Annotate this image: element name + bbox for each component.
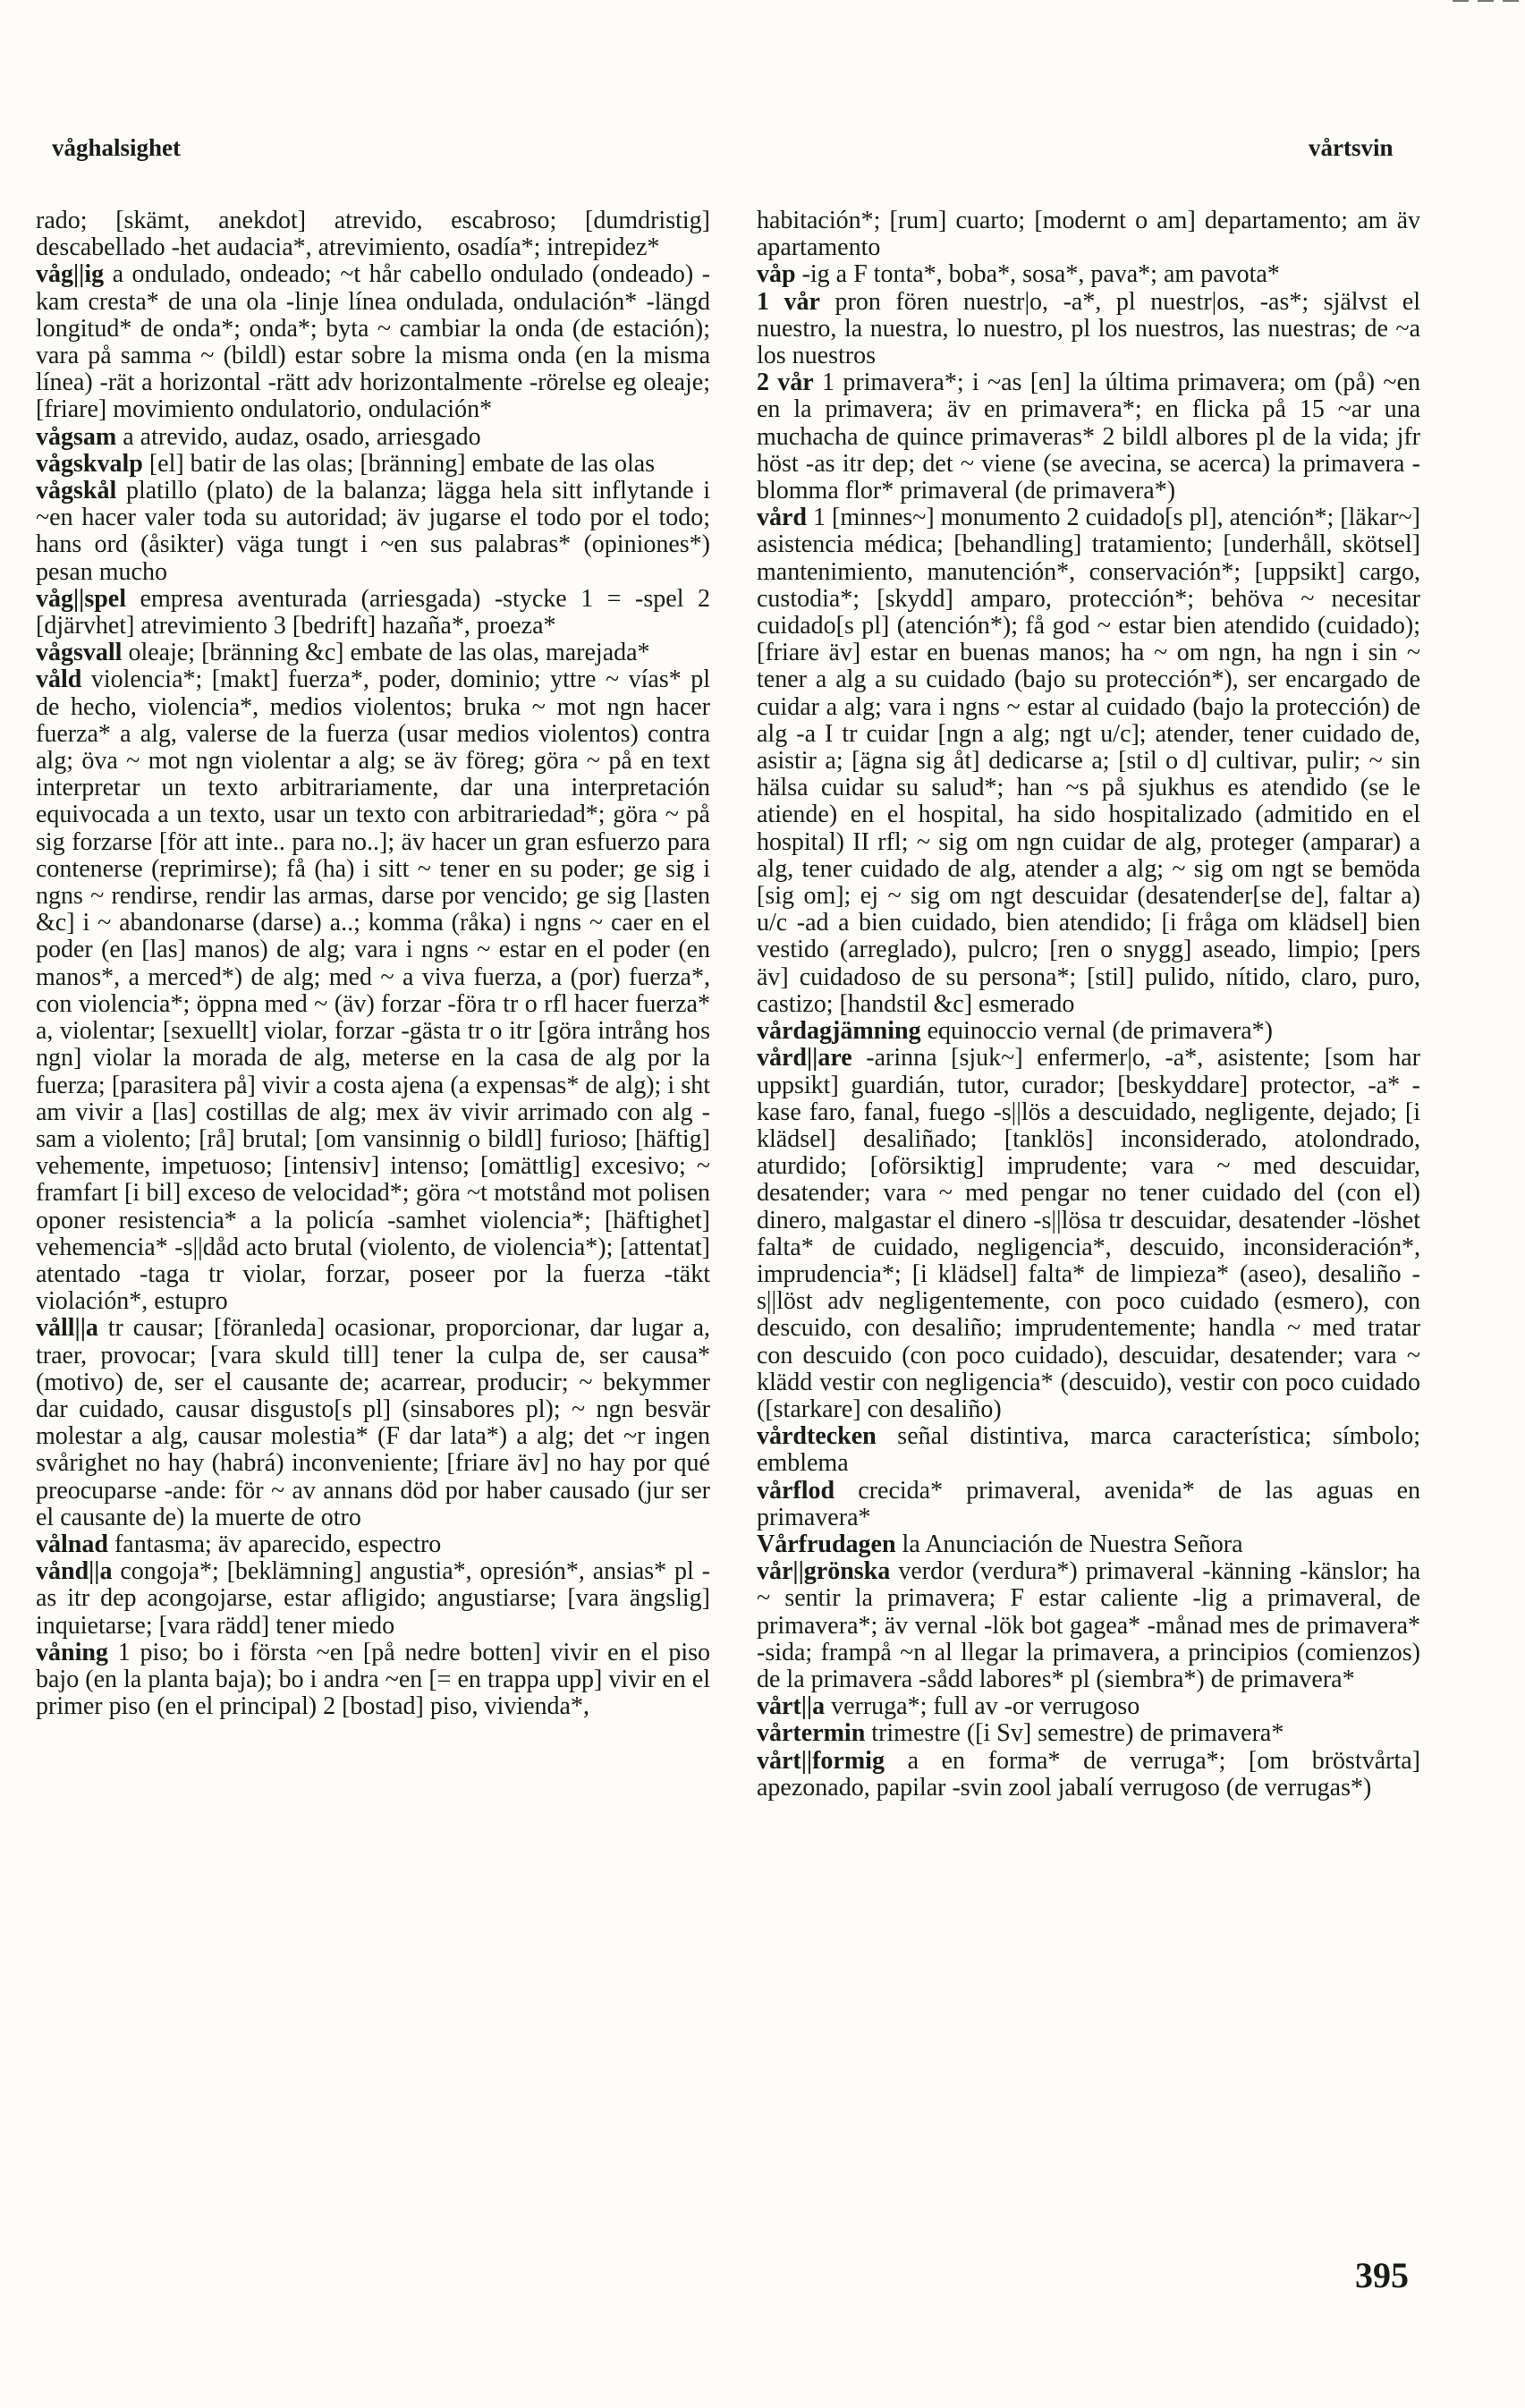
entry <box>757 1531 1420 1558</box>
entry-text: congoja*; [beklämning] angustia*, opresión*, ansias* pl -as itr dep acongojarse, estar afligido; angustiarse; [vara ängslig] inquietarse; [vara rädd] tener miedo <box>36 1557 710 1640</box>
entry <box>757 504 1420 1018</box>
headword: vårdagjämning <box>757 1017 921 1046</box>
headword: vårt||formig <box>757 1746 885 1775</box>
right-column <box>757 208 1420 1802</box>
entry-text: 1 primavera*; i ~as [en] la última primavera; om (på) ~en en la primavera; äv en primavera*; en flicka på 15 ~ar una muchacha de quince primaveras* 2 bildl albores pl de la vida; jfr höst -as itr dep; det ~ viene (se avecina, se acerca) la primavera -blomma flor* primaveral (de primavera*) <box>757 369 1420 505</box>
entry-text: -ig a F tonta*, boba*, sosa*, pava*; am pavota* <box>801 260 1280 289</box>
headword: vår||grönska <box>757 1557 891 1586</box>
entry <box>36 424 710 451</box>
entry <box>757 261 1420 288</box>
entry <box>757 1423 1420 1477</box>
entry-text: la Anunciación de Nuestra Señora <box>902 1530 1243 1558</box>
entry <box>36 478 710 586</box>
entry-text: a ondulado, ondeado; ~t hår cabello ondulado (ondeado) -kam cresta* de una ola -linje línea ondulada, ondulación* -längd longitud* de onda*; onda*; byta ~ cambiar la onda (de estación); vara på samma ~ (bildl) estar sobre la misma onda (en la misma línea) -rät a horizontal -rätt adv horizontalmente -rörelse eg oleaje; [friare] movimiento ondulatorio, ondulación* <box>36 260 711 424</box>
headword: 2 vår <box>757 369 814 397</box>
entry <box>36 586 710 640</box>
entry-text: pron fören nuestr|o, -a*, pl nuestr|os, -as*; självst el nuestro, la nuestra, lo nuestro, pl los nuestros, las nuestras; de ~a los nuestros <box>757 287 1420 370</box>
entry <box>36 666 710 1315</box>
headword: vårdtecken <box>757 1422 877 1451</box>
entry-text: verdor (verdura*) primaveral -känning -känslor; ha ~ sentir la primavera; F estar caliente -lig a primaveral, de primavera*; äv vernal -lök bot gagea* -månad mes de primavera* -sida; frampå ~n al llegar la primavera, a principios (comienzos) de la primavera -sådd labores* pl (siembra*) de primavera* <box>757 1557 1421 1693</box>
entry-text: a en forma* de verruga*; [om bröstvårta] apezonado, papilar -svin zool jabalí verrugoso (de verrugas*) <box>757 1746 1421 1802</box>
headword: våp <box>757 260 796 289</box>
headword: vårt||a <box>757 1692 826 1721</box>
headword: vårtermin <box>757 1719 866 1748</box>
right-guide-word: vårtsvin <box>1309 134 1394 161</box>
entry <box>36 261 710 423</box>
entry-text: 1 piso; bo i första ~en [på nedre botten] vivir en el piso bajo (en la planta baja); bo i andra ~en [= en trappa upp] vivir en el primer piso (en el principal) 2 [bostad] piso, vivienda*, <box>36 1638 711 1721</box>
entry-text: verruga*; full av -or verrugoso <box>831 1692 1140 1721</box>
entry-text: equinoccio vernal (de primavera*) <box>927 1017 1273 1046</box>
entry <box>36 1558 710 1640</box>
entry <box>36 451 710 478</box>
headword: vålnad <box>36 1530 108 1558</box>
entry <box>36 1640 710 1721</box>
top-crop-marks <box>0 0 1525 5</box>
entry <box>757 1720 1420 1747</box>
headword: vårflod <box>757 1476 835 1505</box>
entry-text: habitación*; [rum] cuarto; [modernt o am] departamento; am äv apartamento <box>757 207 1420 262</box>
page-number: 395 <box>1355 2255 1409 2295</box>
entry-text: violencia*; [makt] fuerza*, poder, dominio; yttre ~ vías* pl de hecho, violencia*, medios violentos; bruka ~ mot ngn hacer fuerza* a alg, valerse de la fuerza (usar medios violentos) contra alg; öva ~ mot ngn violentar a alg; se äv föreg; göra ~ på en text interpretar un texto arbitrariamente, dar una interpretación equivocada a un texto, usar un texto con arbitrariedad*; göra ~ på sig forzarse [för att inte.. para no..]; äv hacer un gran esfuerzo para contenerse (reprimirse); få (ha) i sitt ~ tener en su poder; ge sig i ngns ~ rendirse, rendir las armas, darse por vencido; ge sig [lasten &c] i ~ abandonarse (darse) a..; komma (råka) i ngns ~ caer en el poder (en [las] manos) de alg; vara i ngns ~ estar en el poder (en manos*, a merced*) de alg; med ~ a viva fuerza, a (por) fuerza*, con violencia*; öppna med ~ (äv) forzar -föra tr o rfl hacer fuerza* a, violentar; [sexuellt] violar, forzar -gästa tr o itr [göra intrång hos ngn] violar la morada de alg, meterse en la casa de alg por la fuerza; [parasitera på] vivir a costa ajena (a expensas* de alg); i sht am vivir a [las] costillas de alg; mex äv vivir arrimado con alg -sam a violento; [rå] brutal; [om vansinnig o bildl] furioso; [häftig] vehemente, impetuoso; [intensiv] intenso; [omättlig] excesivo; ~ framfart [i bil] exceso de velocidad*; göra ~t motstånd mot polisen oponer resistencia* a la policía -samhet violencia*; [häftighet] vehemencia* -s||dåd acto brutal (violento, de violencia*); [attentat] atentado -taga tr violar, forzar, poseer por la fuerza -täkt violación*, estupro <box>36 666 711 1316</box>
entry <box>757 1045 1420 1423</box>
headword: vård||are <box>757 1044 852 1073</box>
entry <box>757 208 1420 261</box>
headword: vård <box>757 504 807 532</box>
headword: vågsvall <box>36 639 123 667</box>
entry <box>36 640 710 666</box>
headword: 1 vår <box>757 287 820 316</box>
headword: vågskvalp <box>36 449 143 478</box>
headword: våg||ig <box>36 260 105 289</box>
entry <box>757 1018 1420 1045</box>
entry-text: fantasma; äv aparecido, espectro <box>114 1530 442 1558</box>
headword: våld <box>36 666 82 694</box>
left-guide-word: våghalsighet <box>52 134 182 161</box>
entry <box>36 208 710 261</box>
entry <box>757 1693 1420 1720</box>
entry-text: -arinna [sjuk~] enfermer|o, -a*, asistente; [som har uppsikt] guardián, tutor, curador; [beskyddare] protector, -a* -kase faro, fanal, fuego -s||lös a descuidado, negligente, dejado; [i klädsel] desaliñado; [tanklös] inconsiderado, atolondrado, aturdido; [oförsiktig] imprudente; vara ~ med descuidar, desatender; vara ~ med pengar no tener cuidado del (con el) dinero, malgastar el dinero -s||lösa tr descuidar, desatender -löshet falta* de cuidado, negligencia*, descuido, inconsideración*, imprudencia*; [i klädsel] falta* de limpieza* (aseo), desaliño -s||löst adv negligentemente, con poco cuidado (esmero), con descuido, con desaliño; imprudentemente; handla ~ med tratar con descuido (con poco cuidado), descuidar, desatender; vara ~ klädd vestir con negligencia* (descuido), vestir con poco cuidado ([starkare] con desaliño) <box>757 1044 1421 1423</box>
entry <box>757 369 1420 504</box>
entry-text: trimestre ([i Sv] semestre) de primavera* <box>871 1719 1284 1748</box>
headword: våning <box>36 1638 108 1666</box>
headword: vånd||a <box>36 1557 113 1586</box>
entry-text: oleaje; [bränning &c] embate de las olas, marejada* <box>128 639 650 667</box>
headword: våg||spel <box>36 584 127 613</box>
headword: våll||a <box>36 1314 98 1343</box>
entry <box>36 1315 710 1531</box>
headword: Vårfrudagen <box>757 1530 896 1558</box>
entry-text: señal distintiva, marca característica; símbolo; emblema <box>757 1422 1420 1478</box>
entry-text: tr causar; [föranleda] ocasionar, proporcionar, dar lugar a, traer, provocar; [vara skuld till] tener la culpa de, ser causa* (motivo) de, ser el causante de; acarrear, producir; ~ bekymmer dar cuidado, causar disgusto[s pl] (sinsabores pl); ~ ngn besvär molestar a alg, causar molestia* (F dar lata*) a alg; det ~r ingen svårighet no hay (habrá) inconveniente; [friare äv] no hay por qué preocuparse -ande: för ~ av annans död por haber causado (jur ser el causante de) la muerte de otro <box>36 1314 710 1531</box>
entry <box>757 1478 1420 1531</box>
entry-text: platillo (plato) de la balanza; lägga hela sitt inflytande i ~en hacer valer toda su autoridad; äv jugarse el todo por el todo; hans ord (åsikter) väga tungt i ~en sus palabras* (opiniones*) pesan mucho <box>36 477 711 586</box>
entry-text: rado; [skämt, anekdot] atrevido, escabroso; [dumdristig] descabellado -het audacia*, atrevimiento, osadía*; intrepidez* <box>36 207 710 262</box>
left-column <box>36 208 710 1720</box>
entry <box>757 1748 1420 1802</box>
entry-text: crecida* primaveral, avenida* de las aguas en primavera* <box>757 1476 1421 1531</box>
entry <box>757 289 1420 370</box>
entry <box>36 1531 710 1558</box>
entry-text: empresa aventurada (arriesgada) -stycke 1 = -spel 2 [djärvhet] atrevimiento 3 [bedrift] hazaña*, proeza* <box>36 584 710 640</box>
headword: vågsam <box>36 422 117 451</box>
headword: vågskål <box>36 477 117 505</box>
entry-text: a atrevido, audaz, osado, arriesgado <box>123 422 481 451</box>
entry-text: 1 [minnes~] monumento 2 cuidado[s pl], atención*; [läkar~] asistencia médica; [behandling] tratamiento; [underhåll, skötsel] mantenimiento, manutención*, conservación*; [uppsikt] cargo, custodia*; [skydd] amparo, protección*; behöva ~ necesitar cuidado[s pl] (atención*); få god ~ estar bien atendido (cuidado); [friare äv] estar en buenas manos; ha ~ om ngn, ha ngn i sin ~ tener a alg a su cuidado (bajo su protección*), ser encargado de cuidar a alg; vara i ngns ~ estar al cuidado (bajo la protección) de alg -a I tr cuidar [ngn a alg; ngt u/c]; atender, tener cuidado de, asistir a; [ägna sig åt] dedicarse a; [stil o d] cultivar, pulir; ~ sin hälsa cuidar su salud*; han ~s på sjukhus es atendido (se le atiende) en el hospital, ha sido hospitalizado (admitido en el hospital) II rfl; ~ sig om ngn cuidar de alg, proteger (amparar) a alg, tener cuidado de alg, atender a alg; ~ sig om ngt se bemöda [sig om]; ej ~ sig om ngt descuidar (desatender[se de], faltar a) u/c -ad a bien cuidado, bien atendido; [i fråga om klädsel] bien vestido (arreglado), pulcro; [ren o snygg] aseado, limpio; [pers äv] cuidadoso de su persona*; [stil] pulido, nítido, claro, puro, castizo; [handstil &c] esmerado <box>757 504 1421 1018</box>
entry-text: [el] batir de las olas; [bränning] embate de las olas <box>148 449 656 478</box>
entry <box>757 1558 1420 1693</box>
